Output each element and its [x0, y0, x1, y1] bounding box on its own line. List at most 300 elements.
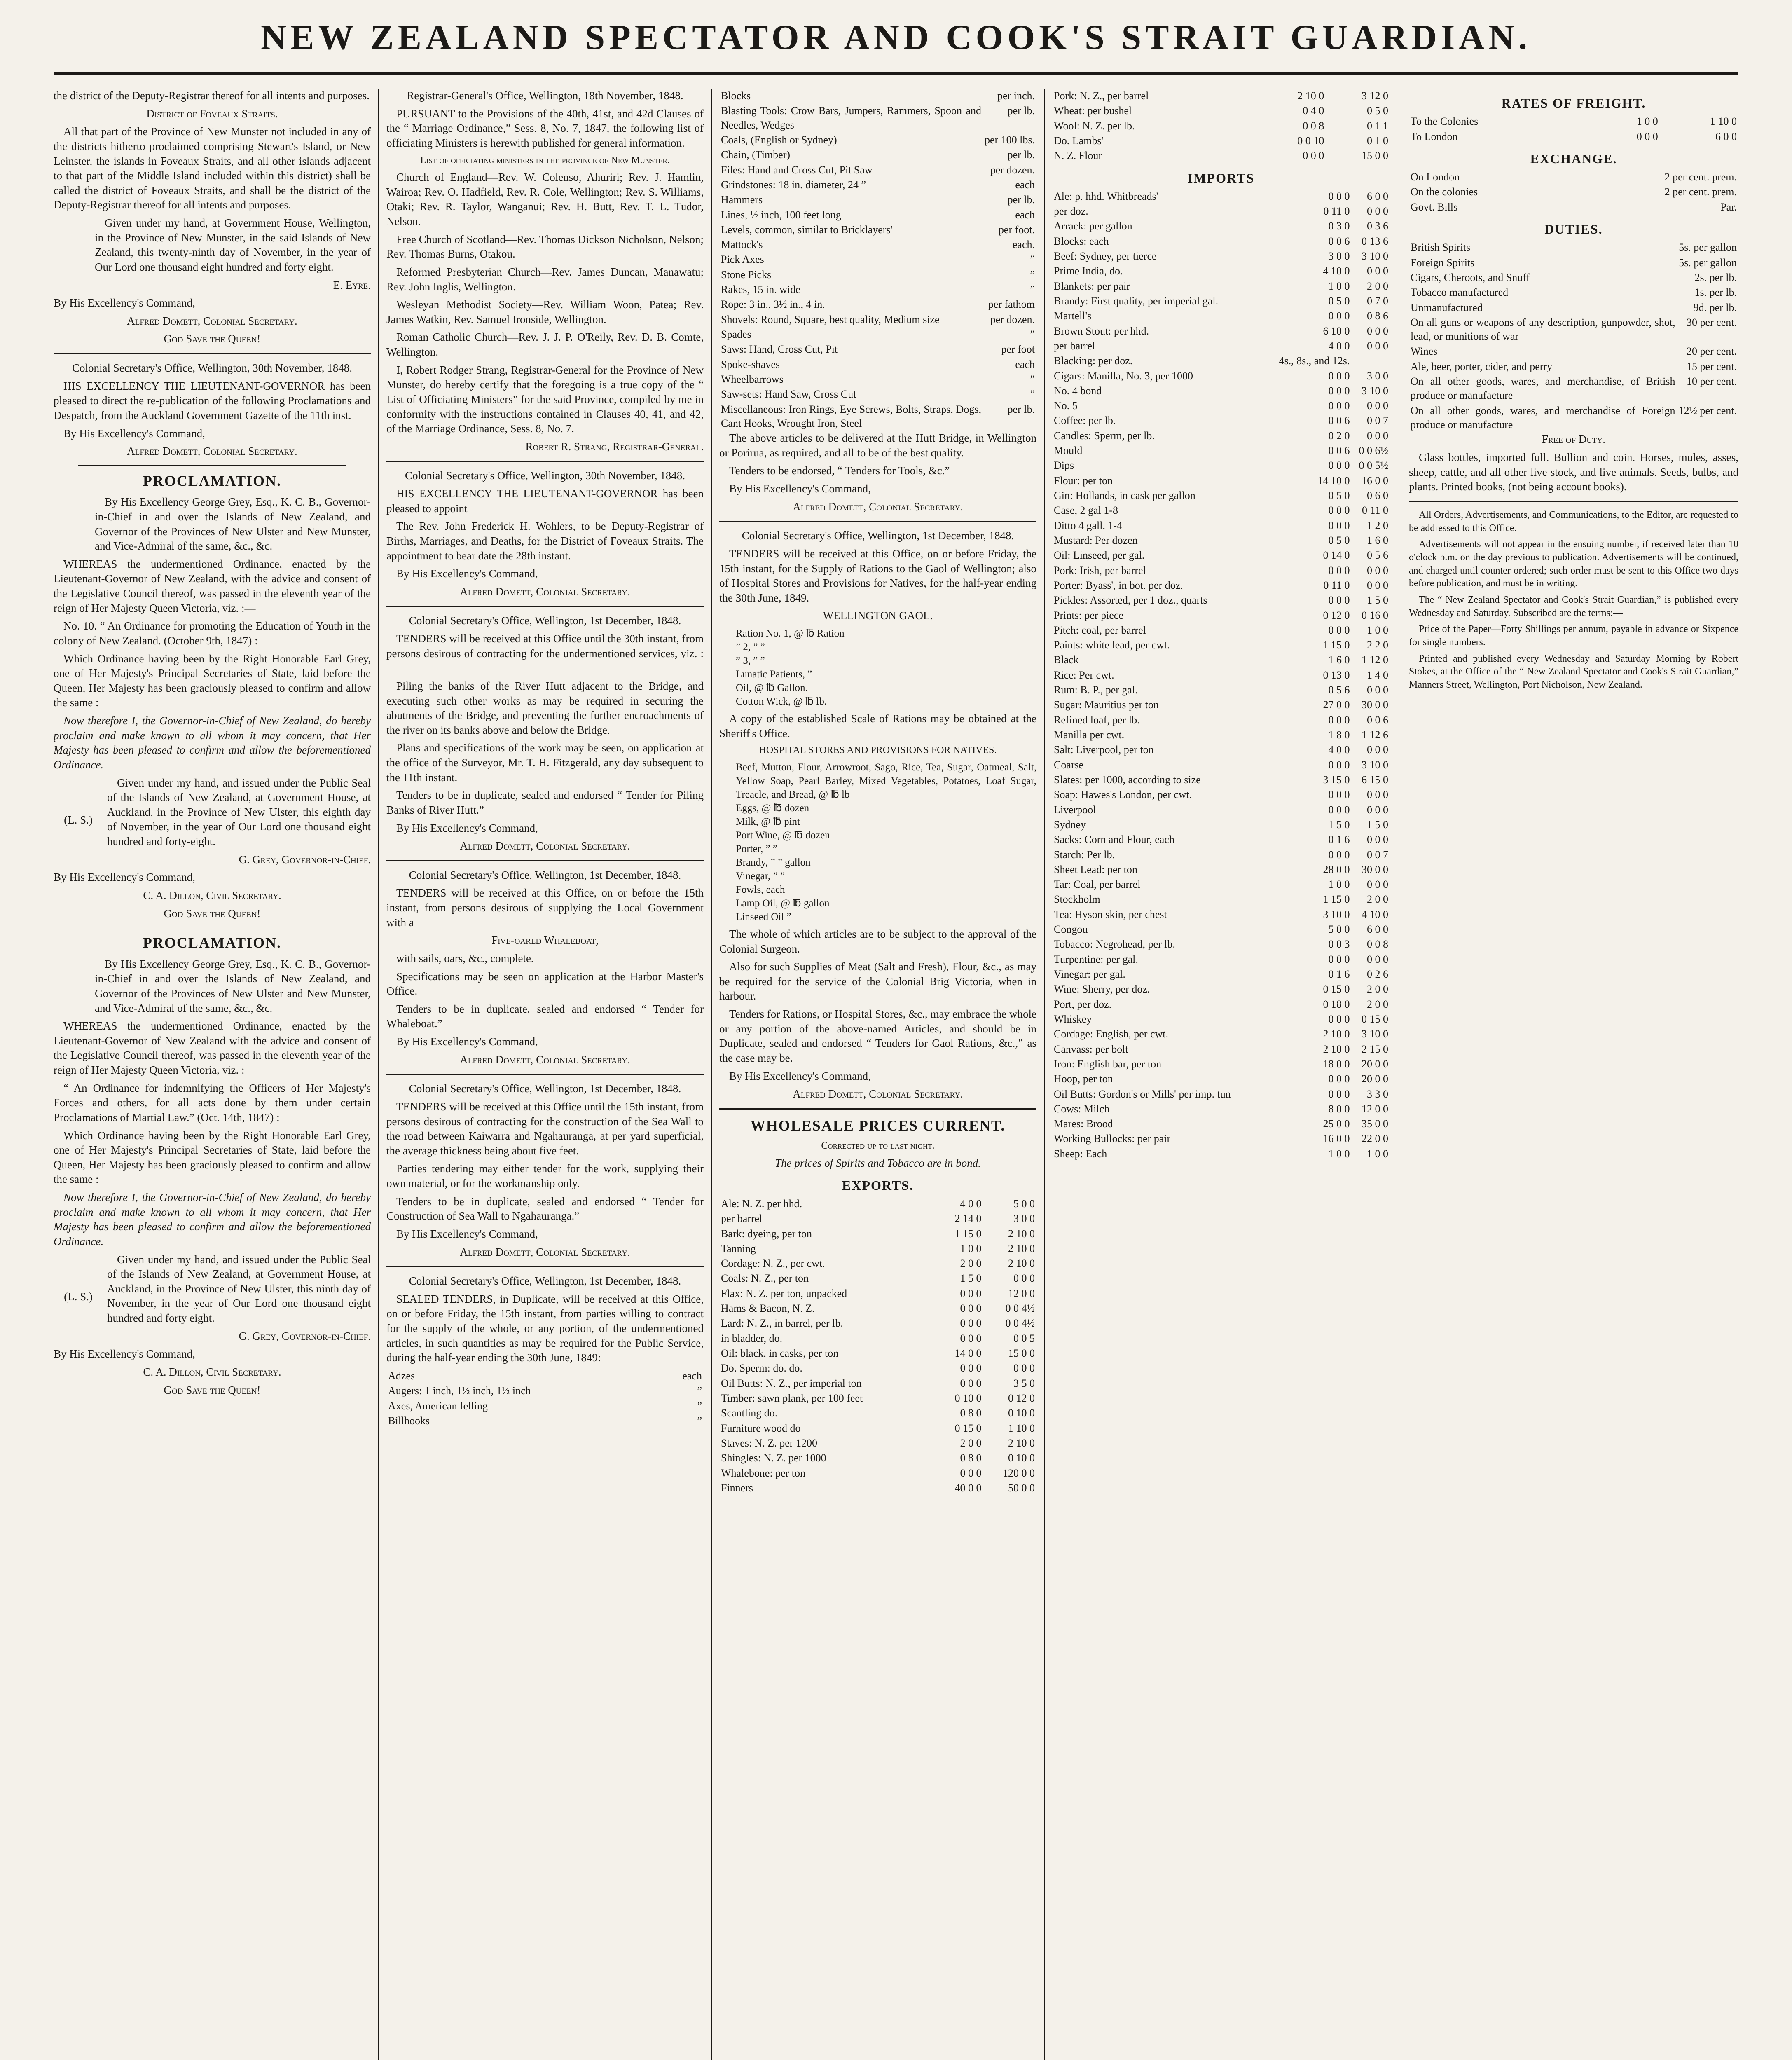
- table-row: [386, 1399, 704, 1414]
- price-low: 1 0 0: [1328, 1147, 1350, 1160]
- item-name: Tanning: [721, 1242, 756, 1255]
- price-low: 0 0 0: [1328, 624, 1350, 636]
- col2-p4: Reformed Presbyterian Church—Rev. James Duncan, Manawatu; Rev. John Inglis, Wellington.: [386, 265, 704, 293]
- table-row: [1052, 219, 1390, 234]
- duty-item: Tobacco manufactured: [1411, 286, 1509, 299]
- signatory: Alfred Domett, Colonial Secretary.: [460, 840, 630, 852]
- item-name: Tobacco: Negrohead, per lb.: [1054, 938, 1175, 950]
- exchange-item: Govt. Bills: [1411, 201, 1458, 213]
- rate-low: 0 0 0: [1636, 130, 1658, 143]
- item-name: per barrel: [721, 1213, 763, 1225]
- table-row: [719, 387, 1036, 402]
- price-low: 1 15 0: [954, 1227, 982, 1240]
- exchange-heading: EXCHANGE.: [1530, 151, 1617, 166]
- item-unit: ”: [1030, 373, 1035, 385]
- col1-p3: All that part of the Province of New Munster not included in any of the districts hitherto proclaimed comprising Stewart's Island, or New Leinster, the islands in Foveaux Straits, and all other islands adjacent to that part of the Middle Island included within this district) shall be called the district of Foveaux Straits, and shall be the district of the Deputy-Registrar thereof for all intents and purposes.: [54, 125, 371, 211]
- price-low: 0 0 0: [1328, 519, 1350, 531]
- price-high: 0 0 4½: [1005, 1302, 1035, 1315]
- item-name: Cordage: English, per cwt.: [1054, 1028, 1168, 1040]
- column-2: [386, 89, 704, 2060]
- item-name: in bladder, do.: [721, 1332, 783, 1344]
- imports-table: [1052, 189, 1390, 1161]
- exchange-item: On the colonies: [1411, 186, 1478, 198]
- table-row: [719, 1466, 1036, 1481]
- item-name: Spades: [721, 328, 751, 340]
- table-row: [719, 1481, 1036, 1496]
- col1-p14: “ An Ordinance for indemnifying the Officers of Her Majesty's Forces and others, for all acts done by them under certain Proclamations of Martial Law.” (Oct. 14th, 1847) :: [54, 1082, 371, 1124]
- divider: [1409, 501, 1738, 502]
- item-name: Working Bullocks: per pair: [1054, 1133, 1171, 1145]
- col1-p12: By His Excellency George Grey, Esq., K. C. B., Governor-in-Chief in and over the Islands of New Zealand, and Governor of the Provinces of New Ulster and New Munster, and Vice-Admiral of the same, &c., &c.: [95, 957, 371, 1014]
- item-name: Coals, (English or Sydney): [721, 133, 837, 146]
- signatory: Alfred Domett, Colonial Secretary.: [793, 500, 963, 513]
- table-row: [719, 1451, 1036, 1465]
- list-item: Ration No. 1, @ ℔ Ration: [736, 628, 845, 639]
- price-low: 0 15 0: [954, 1422, 982, 1434]
- item-name: Rakes, 15 in. wide: [721, 283, 800, 296]
- item-name: Saws: Hand, Cross Cut, Pit: [721, 343, 838, 356]
- prices-note: The prices of Spirits and Tobacco are in bond.: [775, 1157, 981, 1170]
- item-name: Stockholm: [1054, 893, 1100, 906]
- item-name: Pitch: coal, per barrel: [1054, 624, 1146, 636]
- col2-p21: Tenders to be in duplicate, sealed and endorsed “ Tender for Construction of Sea Wall to Ngahauranga.”: [386, 1195, 704, 1222]
- price-low: 8 0 0: [1328, 1103, 1350, 1115]
- item-name: Coffee: per lb.: [1054, 414, 1116, 427]
- price-high: 3 10 0: [1362, 1028, 1388, 1040]
- col3-p6: Also for such Supplies of Meat (Salt and Fresh), Flour, &c., as may be required for the service of the Colonial Brig Victoria, when in harbour.: [719, 960, 1036, 1002]
- duty-rate: 30 per cent.: [1686, 316, 1737, 328]
- signatory: Robert R. Strang, Registrar-General.: [525, 440, 704, 453]
- col1-p16: Now therefore I, the Governor-in-Chief of New Zealand, do hereby proclaim and make known to all whom it may concern, that Her Majesty has been pleased to confirm and allow the beforementioned Ordinance.: [54, 1191, 371, 1248]
- column-rule: [1044, 89, 1045, 2060]
- table-row: [719, 163, 1036, 178]
- list-item: Porter, ” ”: [736, 843, 778, 854]
- item-name: Augers: 1 inch, 1½ inch, 1½ inch: [388, 1385, 531, 1397]
- god-save-queen: God Save the Queen!: [164, 332, 261, 345]
- item-name: Wine: Sherry, per doz.: [1054, 983, 1150, 995]
- masthead-rule: [54, 72, 1738, 75]
- col1-p17: Given under my hand, and issued under the Public Seal of the Islands of New Zealand, at Government House, at Auckland, in the Province of New Ulster, this ninth day of November, in the year of Our Lord one thousand eight hundred and forty eight.: [107, 1253, 371, 1325]
- table-row: [1052, 1102, 1390, 1117]
- table-row: [719, 1241, 1036, 1256]
- price-high: 35 0 0: [1362, 1118, 1388, 1130]
- exchange-item: On London: [1411, 171, 1460, 183]
- table-row: [1052, 234, 1390, 249]
- duty-item: On all other goods, wares, and merchandise of Foreign produce or manufacture: [1411, 404, 1675, 431]
- item-name: Case, 2 gal 1-8: [1054, 504, 1118, 517]
- price-high: 0 12 0: [1008, 1392, 1035, 1404]
- price-low: 1 8 0: [1328, 729, 1350, 741]
- price-low: 3 0 0: [1328, 250, 1350, 262]
- table-row: [1052, 204, 1390, 219]
- col2-p17: Specifications may be seen on application at the Harbor Master's Office.: [386, 970, 704, 997]
- price-high: 0 0 0: [1013, 1272, 1035, 1285]
- price-low: 0 0 0: [1328, 789, 1350, 801]
- item-name: Salt: Liverpool, per ton: [1054, 744, 1154, 756]
- price-low: 1 15 0: [1323, 639, 1350, 651]
- table-row: [1052, 398, 1390, 413]
- table-row: [719, 1331, 1036, 1346]
- table-row: [1052, 1087, 1390, 1102]
- price-low: 0 0 6: [1328, 445, 1350, 457]
- col3-p3: TENDERS will be received at this Office, on or before Friday, the 15th instant, for the Supply of Rations to the Gaol of Wellington; also of Hospital Stores and Provisions for Natives, for the half-year ending the 30th June, 1849.: [719, 547, 1036, 604]
- price-low: 0 0 0: [960, 1302, 982, 1315]
- footer-price: Price of the Paper—Forty Shillings per annum, payable in advance or Sixpence for single numbers.: [1409, 624, 1738, 648]
- item-name: Tar: Coal, per barrel: [1054, 878, 1141, 891]
- item-name: Cordage: N. Z., per cwt.: [721, 1257, 825, 1270]
- table-row: [1052, 1057, 1390, 1072]
- price-low: 0 4 0: [1303, 105, 1324, 117]
- signatory: Alfred Domett, Colonial Secretary.: [460, 1053, 630, 1066]
- item-unit: each: [1015, 358, 1035, 370]
- col2-p1: PURSUANT to the Provisions of the 40th, 41st, and 42d Clauses of the “ Marriage Ordinance,” Sess. 8, No. 7, 1847, the following list of officiating Ministers is herewith published for general information.: [386, 107, 704, 149]
- item-unit: ”: [1030, 388, 1035, 400]
- price-high: 0 7 0: [1367, 295, 1388, 307]
- price-high: 2 0 0: [1367, 998, 1388, 1010]
- price-low: 0 0 0: [1328, 459, 1350, 472]
- price-low: 0 12 0: [1323, 609, 1350, 621]
- table-row: [1409, 359, 1738, 374]
- price-high: 0 5 6: [1367, 549, 1388, 562]
- price-low: 0 0 0: [960, 1377, 982, 1389]
- price-high: 2 2 0: [1367, 639, 1388, 651]
- price-low: 4s., 8s., and 12s.: [1279, 355, 1350, 367]
- col3-p1: The above articles to be delivered at the Hutt Bridge, in Wellington or Porirua, as required, and all to be of the best quality.: [719, 432, 1036, 459]
- table-row: [1052, 742, 1390, 757]
- command-line: By His Excellency's Command,: [396, 1227, 538, 1240]
- table-row: [1052, 937, 1390, 952]
- item-name: Arrack: per gallon: [1054, 220, 1132, 232]
- signature-grey: G. Grey, Governor-in-Chief.: [239, 853, 371, 866]
- item-name: Ale: p. hhd. Whitbreads': [1054, 190, 1158, 202]
- price-high: 22 0 0: [1362, 1133, 1388, 1145]
- item-unit: each.: [1012, 239, 1035, 251]
- table-row: [1052, 608, 1390, 623]
- price-high: 0 0 0: [1367, 789, 1388, 801]
- signatory: Alfred Domett, Colonial Secretary.: [460, 1245, 630, 1258]
- item-unit: ”: [1030, 268, 1035, 281]
- price-low: 1 0 0: [1328, 280, 1350, 292]
- command-line: By His Excellency's Command,: [729, 1070, 871, 1082]
- item-name: Wheelbarrows: [721, 373, 784, 385]
- table-row: [1052, 758, 1390, 772]
- price-high: 0 11 0: [1362, 504, 1388, 517]
- price-high: 1 0 0: [1367, 1147, 1388, 1160]
- item-name: Grindstones: 18 in. diameter, 24 ”: [721, 178, 866, 191]
- item-name: Coals: N. Z., per ton: [721, 1272, 809, 1285]
- price-high: 2 10 0: [1008, 1242, 1035, 1255]
- table-row: [1409, 170, 1738, 185]
- price-low: 1 5 0: [1328, 818, 1350, 831]
- price-low: 1 6 0: [1328, 654, 1350, 666]
- list-item: Linseed Oil ”: [736, 911, 791, 922]
- price-high: 3 0 0: [1367, 370, 1388, 382]
- price-low: 0 1 6: [1328, 833, 1350, 846]
- column-1: [54, 89, 371, 2060]
- list-item: Lamp Oil, @ ℔ gallon: [736, 897, 830, 909]
- item-name: Ditto 4 gall. 1-4: [1054, 519, 1123, 531]
- list-item: Port Wine, @ ℔ dozen: [736, 829, 830, 841]
- item-name: Mattock's: [721, 239, 763, 251]
- item-name: Pick Axes: [721, 253, 764, 266]
- item-name: Chain, (Timber): [721, 149, 791, 161]
- price-high: 30 0 0: [1362, 863, 1388, 876]
- item-unit: each: [682, 1369, 702, 1382]
- price-low: 3 15 0: [1323, 773, 1350, 786]
- price-high: 2 0 0: [1367, 280, 1388, 292]
- item-name: Do. Sperm: do. do.: [721, 1362, 802, 1374]
- duty-rate: 20 per cent.: [1686, 345, 1737, 358]
- list-heading: List of officiating ministers in the province of New Munster.: [420, 154, 670, 166]
- price-low: 0 0 0: [1328, 1073, 1350, 1085]
- item-name: Black: [1054, 654, 1079, 666]
- price-low: 1 0 0: [1328, 878, 1350, 891]
- price-high: 12 0 0: [1362, 1103, 1388, 1115]
- item-name: Starch: Per lb.: [1054, 848, 1115, 861]
- exchange-table: [1409, 170, 1738, 215]
- table-row: [1052, 683, 1390, 698]
- price-low: 3 10 0: [1323, 908, 1350, 920]
- price-high: 2 0 0: [1367, 983, 1388, 995]
- price-high: 0 0 4½: [1005, 1317, 1035, 1330]
- col2-p18: Tenders to be in duplicate, sealed and endorsed “ Tender for Whaleboat.”: [386, 1002, 704, 1030]
- price-low: 0 0 8: [1303, 119, 1324, 132]
- table-row: [719, 1436, 1036, 1451]
- price-high: 0 0 0: [1367, 833, 1388, 846]
- item-name: Brandy: First quality, per imperial gal.: [1054, 295, 1219, 307]
- duty-item: Cigars, Cheroots, and Snuff: [1411, 271, 1530, 283]
- price-high: 3 10 0: [1362, 250, 1388, 262]
- price-low: 2 0 0: [960, 1437, 982, 1449]
- price-low: 0 10 0: [954, 1392, 982, 1404]
- price-low: 0 15 0: [1323, 983, 1350, 995]
- item-name: Oil Butts: N. Z., per imperial ton: [721, 1377, 862, 1389]
- table-row: [1052, 922, 1390, 937]
- item-name: per doz.: [1054, 205, 1088, 218]
- gaol-list: [736, 627, 1036, 708]
- tools-table-continued: [719, 89, 1036, 431]
- item-name: Sydney: [1054, 818, 1086, 831]
- newspaper-title: NEW ZEALAND SPECTATOR AND COOK'S STRAIT GUARDIAN.: [260, 17, 1532, 57]
- price-low: 0 14 0: [1323, 549, 1350, 562]
- seal-mark: (L. S.): [64, 813, 93, 826]
- duty-item: Ale, beer, porter, cider, and perry: [1411, 360, 1553, 372]
- table-row: [1409, 185, 1738, 199]
- price-high: 0 0 0: [1367, 803, 1388, 816]
- item-name: Blacking: per doz.: [1054, 355, 1133, 367]
- price-low: 0 0 6: [1328, 235, 1350, 247]
- price-low: 0 0 0: [1328, 1088, 1350, 1100]
- exchange-rate: 2 per cent. prem.: [1664, 186, 1737, 198]
- table-row: [719, 208, 1036, 222]
- price-low: 0 0 0: [1328, 953, 1350, 965]
- item-name: per barrel: [1054, 339, 1095, 352]
- price-high: 30 0 0: [1362, 699, 1388, 711]
- office-dateline: Colonial Secretary's Office, Wellington, 1st December, 1848.: [409, 614, 681, 627]
- command-line: By His Excellency's Command,: [54, 871, 195, 884]
- table-row: [1409, 114, 1738, 129]
- price-high: 1 12 6: [1362, 729, 1388, 741]
- table-row: [1052, 324, 1390, 339]
- price-low: 2 10 0: [1323, 1043, 1350, 1055]
- price-low: 0 8 0: [960, 1452, 982, 1464]
- item-unit: per inch.: [997, 90, 1035, 102]
- item-name: Blankets: per pair: [1054, 280, 1130, 292]
- table-row: [1052, 803, 1390, 817]
- table-row: [1052, 668, 1390, 683]
- duties-table: [1409, 240, 1738, 432]
- item-name: Wheat: per bushel: [1054, 105, 1132, 117]
- prices-heading: WHOLESALE PRICES CURRENT.: [750, 1117, 1006, 1134]
- signature-eyre: E. Eyre.: [333, 279, 371, 291]
- price-low: 0 5 6: [1328, 684, 1350, 696]
- price-high: 0 0 5½: [1359, 459, 1388, 472]
- price-high: 1 4 0: [1367, 669, 1388, 681]
- price-high: 0 0 8: [1367, 938, 1388, 950]
- price-high: 0 8 6: [1367, 310, 1388, 322]
- table-row: [1052, 728, 1390, 742]
- table-row: [1052, 384, 1390, 398]
- whaleboat-heading: Five-oared Whaleboat,: [491, 934, 599, 947]
- prices-column: [1052, 89, 1390, 1161]
- table-row: [1052, 503, 1390, 518]
- price-low: 14 0 0: [954, 1347, 982, 1360]
- table-row: [719, 1196, 1036, 1211]
- signatory: C. A. Dillon, Civil Secretary.: [143, 889, 281, 901]
- table-row: [719, 1271, 1036, 1286]
- page-body: [54, 89, 1738, 2060]
- item-unit: ”: [697, 1400, 702, 1412]
- price-high: 12 0 0: [1008, 1287, 1035, 1299]
- table-row: [1052, 249, 1390, 264]
- item-name: Lard: N. Z., in barrel, per lb.: [721, 1317, 843, 1330]
- item-name: Rum: B. P., per gal.: [1054, 684, 1138, 696]
- table-row: [1052, 713, 1390, 728]
- price-high: 0 0 0: [1367, 265, 1388, 277]
- price-high: 2 0 0: [1367, 893, 1388, 906]
- table-row: [719, 133, 1036, 147]
- item-name: Sheep: Each: [1054, 1147, 1107, 1160]
- price-low: 2 0 0: [960, 1257, 982, 1270]
- table-row: [719, 1421, 1036, 1436]
- office-dateline: Colonial Secretary's Office, Wellington, 1st December, 1848.: [742, 529, 1014, 542]
- price-high: 6 15 0: [1362, 773, 1388, 786]
- col3-p5: The whole of which articles are to be subject to the approval of the Colonial Surgeon.: [719, 927, 1036, 955]
- item-name: Refined loaf, per lb.: [1054, 714, 1140, 726]
- item-unit: per foot: [1001, 343, 1035, 356]
- table-row: [719, 252, 1036, 267]
- item-name: Sheet Lead: per ton: [1054, 863, 1137, 876]
- list-item: Milk, @ ℔ pint: [736, 816, 800, 827]
- col2-p3: Free Church of Scotland—Rev. Thomas Dickson Nicholson, Nelson; Rev. Thomas Burns, Otakou.: [386, 233, 704, 260]
- table-row: [719, 1286, 1036, 1301]
- item-name: Hammers: [721, 194, 763, 206]
- table-row: [1052, 548, 1390, 563]
- seal-mark: (L. S.): [64, 1290, 93, 1303]
- item-name: Turpentine: per gal.: [1054, 953, 1138, 965]
- price-low: 0 0 10: [1297, 134, 1324, 147]
- price-low: 0 0 0: [1328, 1013, 1350, 1025]
- price-high: 0 0 0: [1367, 400, 1388, 412]
- rate-high: 1 10 0: [1710, 115, 1737, 128]
- col1-p5: HIS EXCELLENCY THE LIEUTENANT-GOVERNOR has been pleased to direct the re-publication of the following Proclamations and Despatch, from the Auckland Government Gazette of the 11th inst.: [54, 379, 371, 421]
- table-row: [1052, 309, 1390, 323]
- duties-heading: DUTIES.: [1544, 222, 1603, 237]
- item-name: Sacks: Corn and Flour, each: [1054, 833, 1174, 846]
- price-high: 0 0 0: [1367, 339, 1388, 352]
- col1-p6: By His Excellency George Grey, Esq., K. C. B., Governor-in-Chief in and over the Islands of New Zealand, and Governor of the Provinces of New Ulster and New Munster, and Vice-Admiral of the same, &c., &c.: [95, 496, 371, 552]
- price-high: 2 10 0: [1008, 1257, 1035, 1270]
- price-high: 20 0 0: [1362, 1058, 1388, 1070]
- table-row: [719, 327, 1036, 342]
- col1-p11: Given under my hand, and issued under the Public Seal of the Islands of New Zealand, at Government House, at Auckland, in the Province of New Ulster, this eighth day of November, in the year of Our Lord one thousand eight hundred and forty-eight.: [107, 776, 371, 848]
- item-name: Scantling do.: [721, 1407, 778, 1419]
- table-row: [1409, 315, 1738, 344]
- exports-continued-table: [1052, 89, 1390, 164]
- table-row: [1409, 270, 1738, 285]
- freight-table: [1409, 114, 1738, 144]
- imports-heading: IMPORTS: [1187, 170, 1255, 185]
- price-high: 3 10 0: [1362, 758, 1388, 771]
- price-low: 14 10 0: [1317, 474, 1350, 487]
- table-row: [1052, 907, 1390, 922]
- price-high: 0 0 0: [1367, 684, 1388, 696]
- rate-high: 6 0 0: [1715, 130, 1737, 143]
- table-row: [1409, 129, 1738, 144]
- item-name: Prime India, do.: [1054, 265, 1123, 277]
- price-low: 27 0 0: [1323, 699, 1350, 711]
- table-row: [1052, 787, 1390, 802]
- item-name: Flour: per ton: [1054, 474, 1113, 487]
- column-4: [1052, 89, 1738, 2060]
- price-low: 0 5 0: [1328, 295, 1350, 307]
- price-high: 3 0 0: [1013, 1213, 1035, 1225]
- price-low: 0 0 0: [960, 1287, 982, 1299]
- item-name: Iron: English bar, per ton: [1054, 1058, 1162, 1070]
- price-low: 25 0 0: [1323, 1118, 1350, 1130]
- signatory: Alfred Domett, Colonial Secretary.: [127, 445, 297, 458]
- item-unit: each: [1015, 178, 1035, 191]
- item-name: Rope: 3 in., 3½ in., 4 in.: [721, 298, 825, 311]
- price-low: 40 0 0: [954, 1482, 982, 1494]
- table-row: [719, 1301, 1036, 1316]
- item-name: Spoke-shaves: [721, 358, 780, 370]
- list-item: Lunatic Patients, ”: [736, 669, 812, 680]
- col3-p2: Tenders to be endorsed, “ Tenders for Tools, &c.”: [729, 464, 950, 477]
- office-dateline: Colonial Secretary's Office, Wellington, 30th November, 1848.: [72, 362, 352, 374]
- item-name: Files: Hand and Cross Cut, Pit Saw: [721, 164, 873, 176]
- item-name: Timber: sawn plank, per 100 feet: [721, 1392, 863, 1404]
- item-name: Whiskey: [1054, 1013, 1092, 1025]
- col2-p14: TENDERS will be received at this Office, on or before the 15th instant, from persons desirous of supplying the Local Government with a: [386, 887, 704, 929]
- price-high: 15 0 0: [1008, 1347, 1035, 1360]
- table-row: [1052, 772, 1390, 787]
- item-name: Blocks: [721, 90, 751, 102]
- table-row: [1409, 255, 1738, 270]
- item-name: Candles: Sperm, per lb.: [1054, 429, 1155, 442]
- table-row: [719, 372, 1036, 387]
- item-name: Flax: N. Z. per ton, unpacked: [721, 1287, 847, 1299]
- item-name: Billhooks: [388, 1414, 430, 1427]
- table-row: [1052, 952, 1390, 967]
- divider: [386, 1266, 704, 1267]
- item-unit: per dozen.: [990, 313, 1035, 325]
- price-high: 0 0 0: [1367, 325, 1388, 337]
- price-high: 3 3 0: [1367, 1088, 1388, 1100]
- table-row: [1052, 623, 1390, 638]
- col2-p7: I, Robert Rodger Strang, Registrar-General for the Province of New Munster, do hereby certify that the foregoing is a true copy of the “ List of Officiating Ministers” for the said Province, compiled by me in conformity with the instructions contained in Clauses 40, 41, and 42, of the Marriage Ordinance, Sess. 8, No. 7.: [386, 363, 704, 435]
- item-name: Oil: Linseed, per gal.: [1054, 549, 1145, 562]
